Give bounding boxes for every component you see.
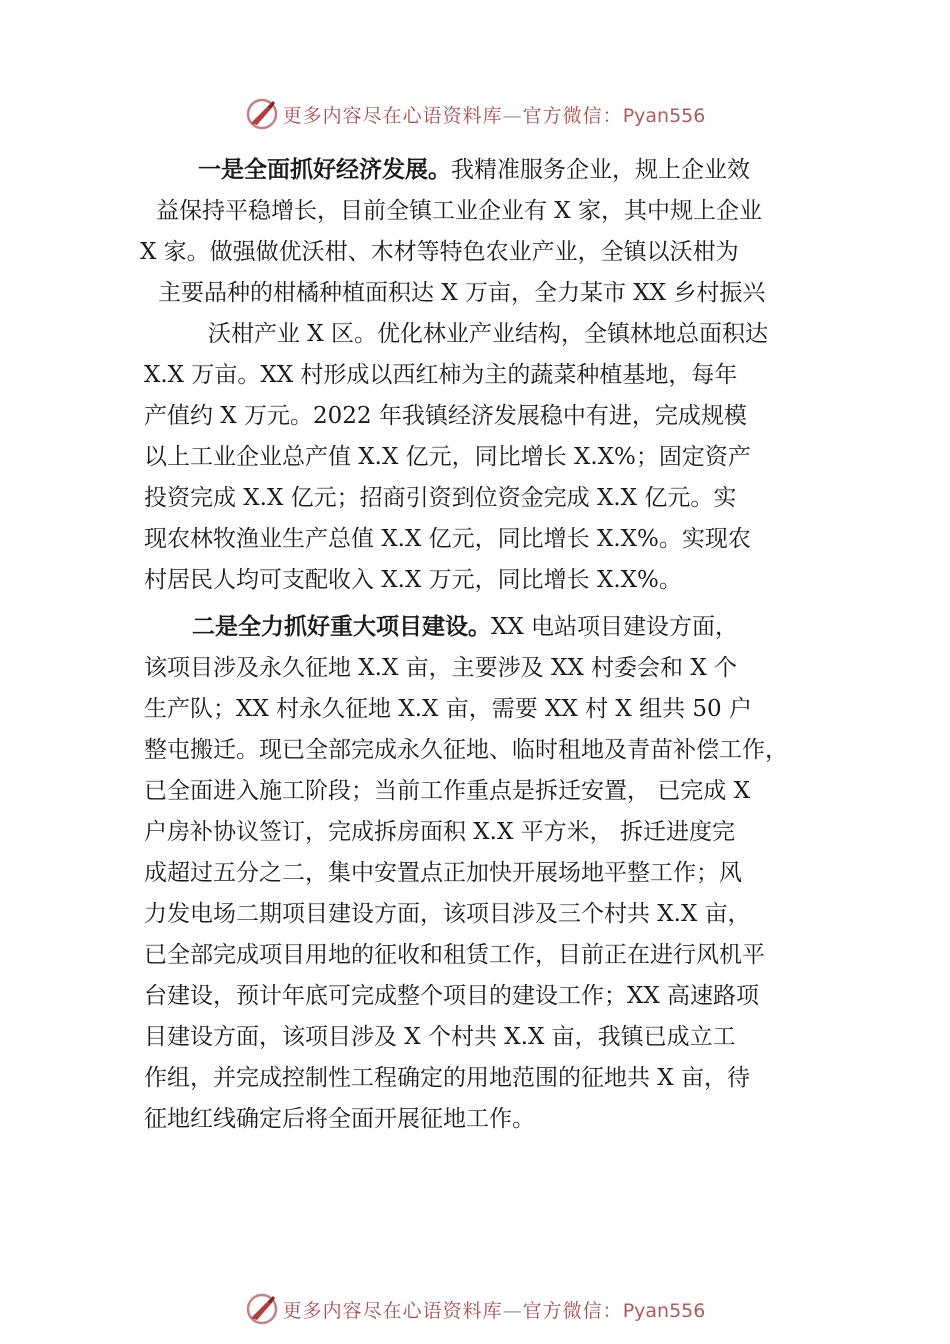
text-line: 以上工业企业总产值 X.X 亿元，同比增长 X.X%；固定资产 bbox=[144, 444, 751, 470]
text-line: 产值约 X 万元。2022 年我镇经济发展稳中有进，完成规模 bbox=[144, 403, 747, 429]
banner-caption bbox=[283, 1296, 706, 1323]
text-line: 力发电场二期项目建设方面，该项目涉及三个村共 X.X 亩， bbox=[144, 901, 751, 927]
paragraph-heading: 一是全面抓好经济发展。 bbox=[198, 157, 451, 183]
text-line: 作组，并完成控制性工程确定的用地范围的征地共 X 亩，待 bbox=[144, 1065, 750, 1091]
text-line: 整屯搬迁。现已全部完成永久征地、临时租地及青苗补偿工作， bbox=[144, 737, 788, 763]
wechat-label: 官方微信： bbox=[522, 104, 623, 127]
text-line: 沃柑产业 X 区。优化林业产业结构，全镇林地总面积达 bbox=[208, 321, 768, 347]
paragraph-heading: 二是全力抓好重大项目建设。 bbox=[192, 614, 491, 640]
wechat-label: 官方微信： bbox=[522, 1299, 623, 1322]
text-line: X.X 万亩。XX 村形成以西红柿为主的蔬菜种植基地，每年 bbox=[144, 362, 738, 388]
text-line: 投资完成 X.X 亿元；招商引资到位资金完成 X.X 亿元。实 bbox=[144, 485, 737, 511]
line-text: 我精准服务企业，规上企业效 bbox=[451, 157, 750, 183]
text-line: X 家。做强做优沃柑、木材等特色农业产业，全镇以沃柑为 bbox=[140, 239, 739, 265]
text-line: 生产队；XX 村永久征地 X.X 亩，需要 XX 村 X 组共 50 户 bbox=[144, 696, 752, 722]
brush-logo-icon bbox=[245, 97, 279, 131]
text-line: 征地红线确定后将全面开展征地工作。 bbox=[144, 1106, 535, 1132]
banner-separator: — bbox=[502, 104, 523, 127]
text-line: 村居民人均可支配收入 X.X 万元，同比增长 X.X%。 bbox=[144, 567, 682, 593]
text-line: 户房补协议签订，完成拆房面积 X.X 平方米， 拆迁进度完 bbox=[144, 819, 735, 845]
text-line: 目建设方面，该项目涉及 X 个村共 X.X 亩，我镇已成立工 bbox=[144, 1024, 736, 1050]
banner-separator: — bbox=[502, 1299, 523, 1322]
text-line bbox=[140, 607, 830, 648]
text-line bbox=[140, 150, 830, 191]
paragraph-projects bbox=[140, 607, 830, 1140]
text-line: 成超过五分之二，集中安置点正加快开展场地平整工作；风 bbox=[144, 860, 742, 886]
document-body bbox=[140, 150, 830, 1140]
wechat-id: Pyan556 bbox=[622, 104, 706, 127]
text-line: 台建设，预计年底可完成整个项目的建设工作；XX 高速路项 bbox=[144, 983, 760, 1009]
text-line: 已全面进入施工阶段；当前工作重点是拆迁安置， 已完成 X bbox=[144, 778, 750, 804]
line-text: XX 电站项目建设方面， bbox=[491, 614, 739, 640]
text-line: 益保持平稳增长，目前全镇工业企业有 X 家，其中规上企业 bbox=[156, 198, 762, 224]
header-banner bbox=[0, 94, 950, 134]
text-line: 已全部完成项目用地的征收和租赁工作，目前正在进行风机平 bbox=[144, 942, 765, 968]
text-line: 现农林牧渔业生产总值 X.X 亿元，同比增长 X.X%。实现农 bbox=[144, 526, 751, 552]
footer-banner bbox=[0, 1289, 950, 1329]
banner-title: 更多内容尽在心语资料库 bbox=[282, 104, 503, 127]
brush-logo-icon bbox=[245, 1292, 279, 1326]
wechat-id: Pyan556 bbox=[622, 1299, 706, 1322]
banner-caption bbox=[283, 101, 706, 128]
banner-title: 更多内容尽在心语资料库 bbox=[282, 1299, 503, 1322]
text-line: 主要品种的柑橘种植面积达 X 万亩，全力某市 XX 乡村振兴 bbox=[158, 280, 766, 306]
paragraph-economy bbox=[140, 150, 830, 601]
text-line: 该项目涉及永久征地 X.X 亩，主要涉及 XX 村委会和 X 个 bbox=[144, 655, 738, 681]
